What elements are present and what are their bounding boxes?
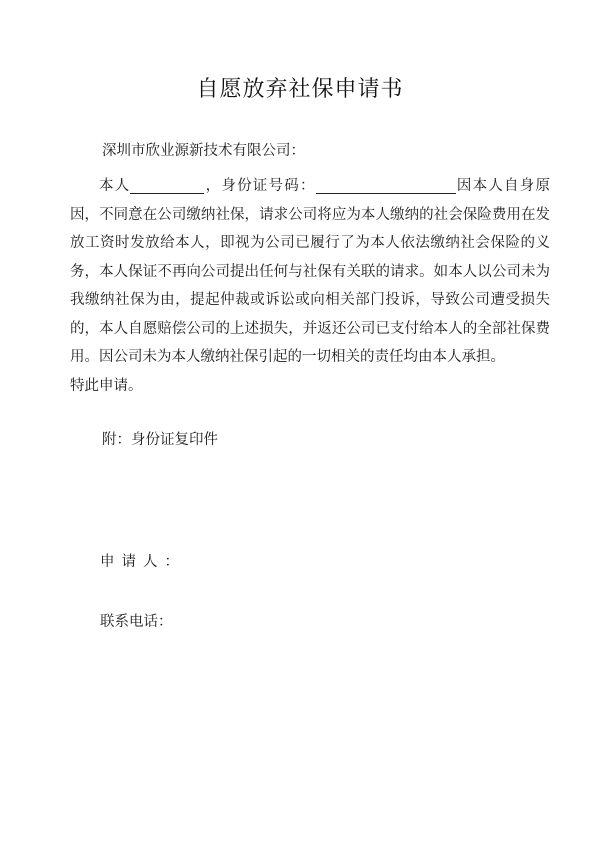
body-content: 因本人自身原因，不同意在公司缴纳社保，请求公司将应为本人缴纳的社会保险费用在发放工资时发放给本人，即视为公司已履行了为本人依法缴纳社会保险的义务，本人保证不再向公司提出任何与社保有关联的请求。如本人以公司未为我缴纳社保为由，提起仲裁或诉讼或向相关部门投诉，导致公司遭受损失的，本人自愿赔偿公司的上述损失，并返还公司已支付给本人的全部社保费用。因公司未为本人缴纳社保引起的一切相关的责任均由本人承担。 [70,178,550,365]
attachment-note: 附：身份证复印件 [102,432,218,448]
closing-text: 特此申请。 [70,377,143,394]
closing-paragraph [70,372,550,401]
body-paragraph [70,172,550,372]
name-blank [130,175,204,194]
body-lead: 本人 [99,178,131,194]
id-label: ，身份证号码： [204,178,316,194]
document-body [70,172,550,400]
document-title: 自愿放弃社保申请书 [196,77,404,102]
addressee: 深圳市欣业源新技术有限公司： [102,143,305,159]
id-number-blank [316,175,456,194]
phone-label: 联系电话： [100,614,173,630]
applicant-label: 申请人： [100,554,186,570]
